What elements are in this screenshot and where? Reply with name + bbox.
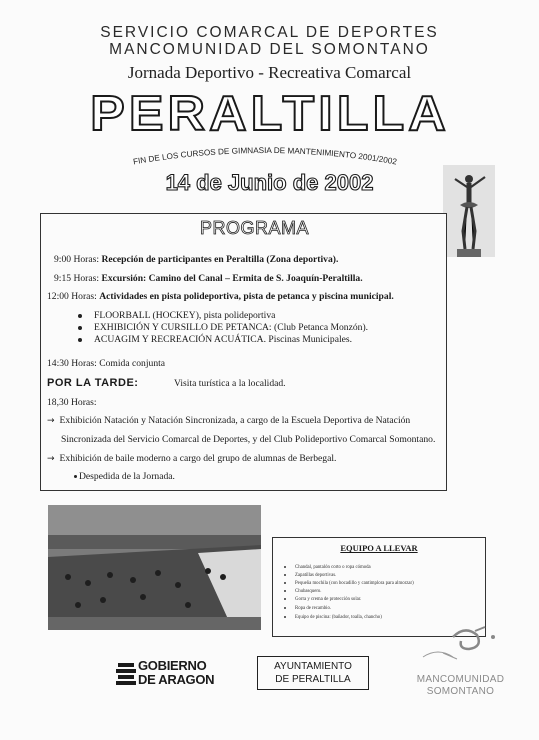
item-time: 9:15 Horas: [54, 273, 100, 284]
item-time: 12:00 Horas: [47, 291, 97, 302]
item-time: 9:00 Horas: [54, 254, 100, 265]
activity-bullet: ACUAGIM Y RECREACIÓN ACUÁTICA. Piscinas Municipales. [78, 334, 352, 345]
pool-photo [48, 505, 261, 630]
equipo-title: EQUIPO A LLEVAR [340, 543, 418, 553]
exhibition-line: → Exhibición Natación y Natación Sincronizada, a cargo de la Escuela Deportiva de Natación [47, 415, 411, 426]
header-jornada: Jornada Deportivo - Recreativa Comarcal [127, 63, 412, 82]
gobierno-aragon-logo [114, 659, 224, 689]
arc-subtitle-text: FIN DE LOS CURSOS DE GIMNASIA DE MANTENIMIENTO 2001/2002 [132, 145, 398, 167]
programa-item [47, 291, 394, 302]
gobierno-text: GOBIERNO DE ARAGON [138, 658, 215, 687]
equipo-item: Chandal, pantalón corto o ropa cómoda [284, 565, 371, 570]
activity-bullet: FLOORBALL (HOCKEY), pista polideportiva [78, 310, 275, 321]
equipo-item: Equipo de piscina: (bañador, toalla, chancho) [284, 615, 382, 620]
mancomunidad-logo [413, 623, 508, 708]
exhibition-line-cont: Sincronizada del Servicio Comarcal de Deportes, y del Club Polideportivo Comarcal Somontano. [61, 434, 436, 445]
time-1830: 18,30 Horas: [47, 397, 97, 408]
event-date: 14 de Junio de 2002 [165, 170, 374, 195]
despedida-line: Despedida de la Jornada. [74, 471, 175, 482]
item-text: Actividades en pista polideportiva, pista de petanca y piscina municipal. [99, 291, 394, 302]
tarde-text: Visita turística a la localidad. [174, 378, 286, 389]
arrow-icon: → [47, 416, 55, 426]
item-text: Excursión: Camino del Canal – Ermita de S. Joaquín-Peraltilla. [101, 273, 363, 284]
programa-item [54, 273, 363, 284]
programa-title: PROGRAMA [200, 218, 310, 238]
equipo-item: Pequeña mochila (con bocadillo y cantimplora para almorzar) [284, 581, 414, 586]
header-servicio: SERVICIO COMARCAL DE DEPORTES [100, 24, 439, 41]
exhibition-line: → Exhibición de baile moderno a cargo del grupo de alumnas de Berbegal. [47, 453, 337, 464]
aragon-emblem-icon [116, 661, 136, 687]
equipo-item: Zapatillas deportivas. [284, 573, 336, 578]
equipo-box [272, 537, 486, 637]
header-mancomunidad: MANCOMUNIDAD DEL SOMONTANO [109, 41, 430, 58]
page-title: PERALTILLA [90, 86, 450, 142]
ayuntamiento-box: AYUNTAMIENTO DE PERALTILLA [257, 656, 369, 690]
arrow-icon: → [47, 454, 55, 464]
tarde-label: POR LA TARDE: [47, 377, 139, 389]
dancer-image [443, 165, 495, 257]
equipo-item: Ropa de recambio. [284, 606, 331, 611]
mancomunidad-emblem-icon [413, 623, 508, 673]
equipo-item: Gorra y crema de protección solar. [284, 597, 361, 602]
comida-line: 14:30 Horas: Comida conjunta [47, 358, 166, 369]
mancomunidad-text: MANCOMUNIDAD SOMONTANO [416, 674, 505, 697]
equipo-item: Chubasquero. [284, 589, 322, 594]
programa-item [54, 254, 338, 265]
activity-bullet: EXHIBICIÓN Y CURSILLO DE PETANCA: (Club Petanca Monzón). [78, 322, 368, 333]
item-text: Recepción de participantes en Peraltilla (Zona deportiva). [101, 254, 339, 265]
